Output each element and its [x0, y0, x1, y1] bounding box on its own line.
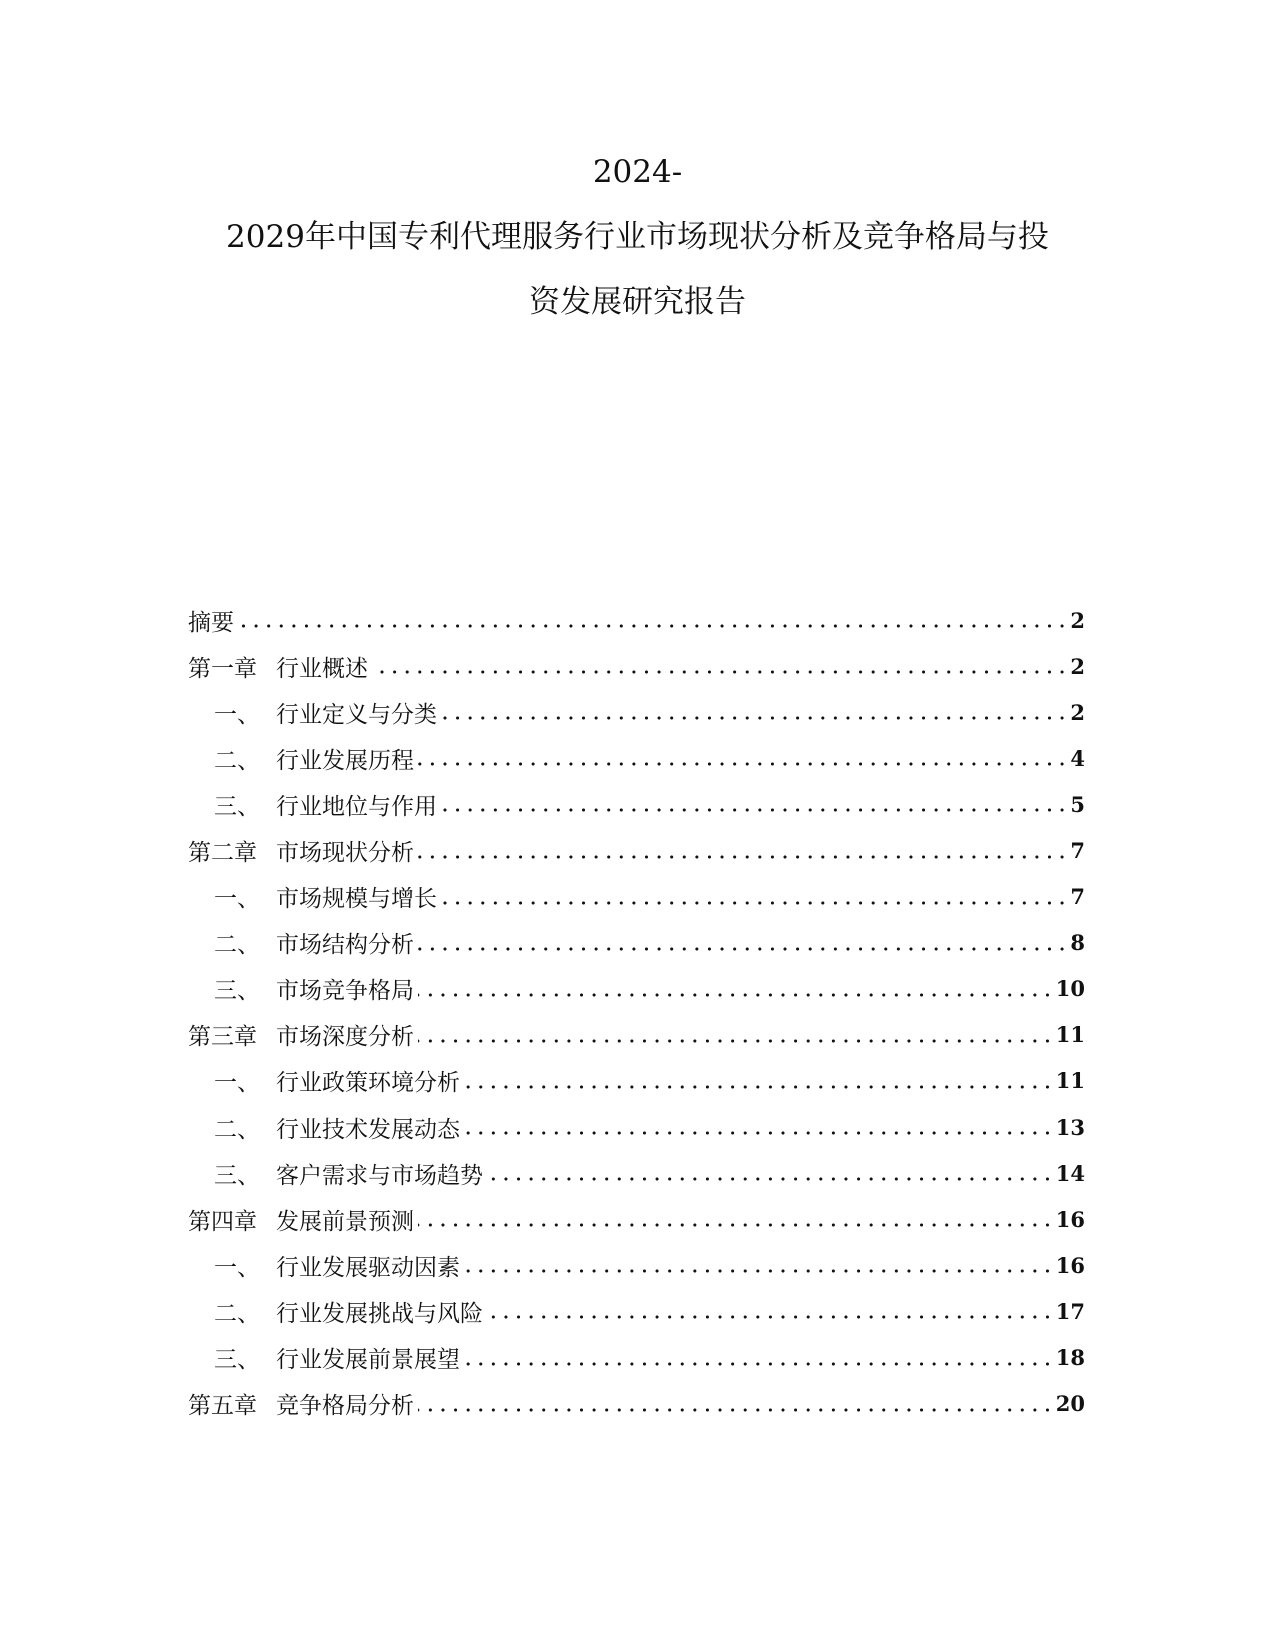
toc-entry-title: 发展前景预测	[276, 1208, 414, 1235]
toc-entry-section[interactable]	[188, 689, 1085, 735]
toc-entry-abstract[interactable]	[188, 597, 1085, 643]
dot-leader	[418, 762, 1068, 766]
dot-leader	[441, 901, 1068, 905]
toc-entry-section[interactable]	[188, 1335, 1085, 1381]
toc-entry-page: 2	[1070, 699, 1085, 725]
toc-entry-title: 市场规模与增长	[276, 886, 437, 913]
toc-entry-chapter[interactable]	[188, 1381, 1085, 1427]
toc-entry-title: 行业发展驱动因素	[276, 1254, 460, 1281]
toc-entry-prefix: 三、	[214, 1162, 260, 1189]
title-line-3: 资发展研究报告	[529, 284, 746, 320]
toc-entry-title: 行业政策环境分析	[276, 1070, 460, 1097]
toc-entry-chapter[interactable]	[188, 1012, 1085, 1058]
toc-entry-page: 18	[1055, 1345, 1085, 1371]
toc-entry-section[interactable]	[188, 966, 1085, 1012]
toc-entry-prefix: 第一章	[188, 655, 257, 682]
toc-entry-prefix: 第五章	[188, 1393, 257, 1420]
toc-entry-title: 市场现状分析	[276, 840, 414, 867]
toc-entry-title: 摘要	[188, 609, 234, 636]
toc-entry-chapter[interactable]	[188, 827, 1085, 873]
toc-entry-title: 行业发展历程	[276, 747, 414, 774]
toc-entry-page: 17	[1055, 1298, 1085, 1324]
toc-entry-prefix: 三、	[214, 1347, 260, 1374]
toc-entry-title: 行业概述	[276, 655, 368, 682]
toc-entry-page: 20	[1055, 1391, 1085, 1417]
toc-entry-section[interactable]	[188, 1288, 1085, 1334]
toc-entry-section[interactable]	[188, 1104, 1085, 1150]
dot-leader	[441, 808, 1068, 812]
toc-entry-title: 市场深度分析	[276, 1024, 414, 1051]
toc-entry-prefix: 第四章	[188, 1208, 257, 1235]
toc-entry-section[interactable]	[188, 735, 1085, 781]
toc-entry-title: 行业定义与分类	[276, 701, 437, 728]
toc-entry-page: 5	[1070, 791, 1085, 817]
dot-leader	[238, 624, 1068, 628]
toc-entry-page: 16	[1055, 1252, 1085, 1278]
toc-entry-page: 7	[1070, 884, 1085, 910]
toc-entry-prefix: 一、	[214, 1070, 260, 1097]
toc-entry-page: 16	[1055, 1206, 1085, 1232]
toc-entry-prefix: 二、	[214, 932, 260, 959]
dot-leader	[418, 993, 1054, 997]
dot-leader	[464, 1131, 1054, 1135]
toc-entry-page: 7	[1070, 838, 1085, 864]
toc-entry-chapter[interactable]	[188, 643, 1085, 689]
document-title	[0, 140, 1275, 335]
dot-leader	[372, 670, 1068, 674]
toc-entry-prefix: 第三章	[188, 1024, 257, 1051]
toc-entry-section[interactable]	[188, 1242, 1085, 1288]
toc-entry-prefix: 一、	[214, 1254, 260, 1281]
toc-entry-prefix: 三、	[214, 978, 260, 1005]
toc-entry-prefix: 二、	[214, 747, 260, 774]
toc-entry-page: 14	[1055, 1160, 1085, 1186]
toc-entry-section[interactable]	[188, 920, 1085, 966]
toc-entry-title: 行业发展前景展望	[276, 1347, 460, 1374]
toc-entry-title: 行业发展挑战与风险	[276, 1300, 483, 1327]
dot-leader	[418, 855, 1068, 859]
toc-entry-title: 竞争格局分析	[276, 1393, 414, 1420]
toc-entry-prefix: 一、	[214, 886, 260, 913]
toc-entry-section[interactable]	[188, 781, 1085, 827]
dot-leader	[487, 1177, 1054, 1181]
toc-entry-section[interactable]	[188, 1150, 1085, 1196]
title-line-1: 2024-	[592, 154, 683, 190]
toc-entry-section[interactable]	[188, 874, 1085, 920]
toc-entry-page: 10	[1055, 976, 1085, 1002]
toc-entry-title: 客户需求与市场趋势	[276, 1162, 483, 1189]
dot-leader	[418, 1408, 1054, 1412]
toc-entry-page: 11	[1055, 1022, 1085, 1048]
dot-leader	[418, 1223, 1054, 1227]
dot-leader	[418, 947, 1068, 951]
toc-entry-title: 行业地位与作用	[276, 793, 437, 820]
toc-entry-chapter[interactable]	[188, 1196, 1085, 1242]
toc-entry-prefix: 二、	[214, 1300, 260, 1327]
dot-leader	[464, 1085, 1054, 1089]
title-line-2: 2029年中国专利代理服务行业市场现状分析及竞争格局与投	[226, 219, 1049, 255]
toc-entry-page: 2	[1070, 607, 1085, 633]
dot-leader	[464, 1269, 1054, 1273]
toc-entry-prefix: 第二章	[188, 840, 257, 867]
dot-leader	[441, 716, 1068, 720]
toc-entry-prefix: 二、	[214, 1116, 260, 1143]
toc-entry-page: 13	[1055, 1114, 1085, 1140]
toc-entry-page: 4	[1070, 745, 1085, 771]
toc-entry-page: 11	[1055, 1068, 1085, 1094]
toc-entry-section[interactable]	[188, 1058, 1085, 1104]
toc-entry-prefix: 一、	[214, 701, 260, 728]
toc-entry-title: 市场竞争格局	[276, 978, 414, 1005]
dot-leader	[464, 1362, 1054, 1366]
toc-entry-page: 8	[1070, 930, 1085, 956]
table-of-contents	[188, 597, 1085, 1427]
toc-entry-prefix: 三、	[214, 793, 260, 820]
toc-entry-title: 行业技术发展动态	[276, 1116, 460, 1143]
toc-entry-page: 2	[1070, 653, 1085, 679]
dot-leader	[418, 1039, 1054, 1043]
toc-entry-title: 市场结构分析	[276, 932, 414, 959]
dot-leader	[487, 1315, 1054, 1319]
